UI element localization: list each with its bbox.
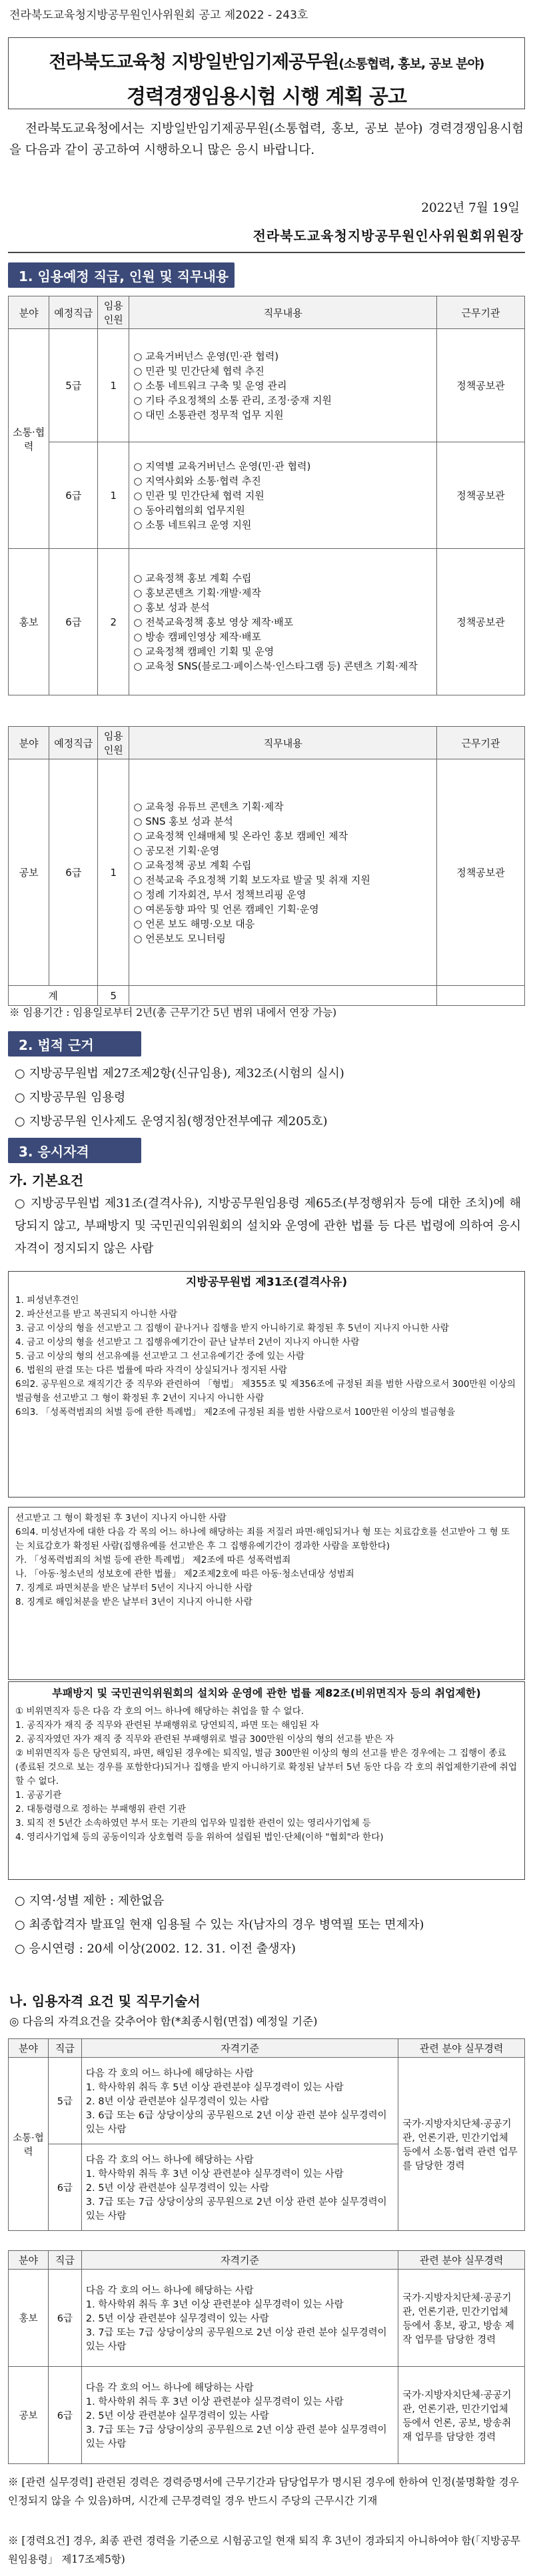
duty-item: ○ 여론동향 파악 및 언론 캠페인 기획·운영 xyxy=(133,902,432,917)
col-duties: 직무내용 xyxy=(129,296,437,329)
box-line: 4. 영리사기업체 등의 공동이익과 상호협력 등을 위하여 설립된 법인·단체(이하 "협회"라 한다) xyxy=(15,1832,384,1843)
section-2-header: 2. 법적 근거 xyxy=(8,1031,141,1057)
criteria-line: 3. 7급 또는 7급 상당이상의 공무원으로 2년 이상 관련 분야 실무경력이 있는 사람 xyxy=(85,2425,387,2449)
duty-item: ○ 방송 캠페인영상 제작·배포 xyxy=(133,630,432,644)
bullet-item: ○ 최종합격자 발표일 현재 임용될 수 있는 자(남자의 경우 병역필 또는 면제자) xyxy=(15,1918,424,1932)
career-cell: 국가·지방자치단체·공공기관, 언론기관, 민간기업체 등에서 홍보, 광고, 방송 제작 업무를 담당한 경력 xyxy=(398,2270,525,2367)
subsection-a-title: 가. 기본요건 xyxy=(9,1172,84,1188)
criteria-line: 다음 각 호의 어느 하나에 해당하는 사람 xyxy=(85,2155,254,2166)
bullet-item: ○ 응시연령 : 20세 이상(2002. 12. 31. 이전 출생자) xyxy=(15,1942,296,1956)
law-item: ○ 지방공무원 임용령 xyxy=(15,1086,344,1110)
grade-cell: 6급 xyxy=(48,2367,81,2464)
duty-item: ○ 교육거버넌스 운영(민·관 협력) xyxy=(133,349,432,364)
count-cell: 1 xyxy=(98,329,129,442)
title-box xyxy=(8,37,525,109)
table-row xyxy=(9,2058,525,2144)
duty-item: ○ 교육정책 공보 계획 수립 xyxy=(133,858,432,873)
org-cell: 정책공보관 xyxy=(437,442,525,549)
table-row xyxy=(9,329,525,442)
duty-item: ○ 소통 네트워크 운영 지원 xyxy=(133,518,432,532)
duty-item: ○ 민관 및 민간단체 협력 추진 xyxy=(133,364,432,378)
qualification-table-1 xyxy=(8,2038,525,2231)
duties-cell xyxy=(129,442,437,549)
positions-table-1 xyxy=(8,296,525,695)
box-line: ② 비위면직자 등은 당연퇴직, 파면, 해임된 경우에는 퇴직일, 벌금 300만원 이상의 형의 선고를 받은 경우에는 그 집행이 종료(종료된 것으로 보는 경우를 포함한다)되거나 집행을 받지 아니하기로 확정된 날부터 5년 동안 다음 각 호의 취업제한기관에 취업할 수 없다. xyxy=(15,1748,517,1787)
box-line: 선고받고 그 형이 확정된 후 3년이 지나지 아니한 사람 xyxy=(15,1513,227,1523)
box-line: 3. 퇴직 전 5년간 소속하였던 부서 또는 기관의 업무와 밀접한 관련이 있는 영리사기업체 등 xyxy=(15,1818,371,1829)
col-field: 분야 xyxy=(9,2251,49,2270)
box-line: 6의3. 「성폭력범죄의 처벌 등에 관한 특례법」 제2조에 규정된 죄를 범한 사람으로서 100만원 이상의 벌금형을 xyxy=(15,1407,456,1418)
criteria-cell xyxy=(81,2058,398,2144)
term-note: ※ 임용기간 : 임용일로부터 2년(총 근무기간 5년 범위 내에서 연장 가능) xyxy=(9,1007,337,1019)
box-line: 3. 금고 이상의 형을 선고받고 그 집행이 끝나거나 집행을 받지 아니하기로 확정된 후 5년이 지나지 아니한 사람 xyxy=(15,1323,449,1334)
col-org: 근무기관 xyxy=(437,296,525,329)
table-row xyxy=(9,549,525,695)
grade-cell: 5급 xyxy=(48,2058,81,2144)
issuer: 전라북도교육청지방공무원인사위원회위원장 xyxy=(253,228,524,244)
notice-date: 2022년 7월 19일 xyxy=(421,201,520,215)
total-row xyxy=(9,986,525,1006)
grade-cell: 6급 xyxy=(48,2270,81,2367)
box-line: ① 비위면직자 등은 다음 각 호의 어느 하나에 해당하는 취업을 할 수 없다. xyxy=(15,1706,304,1717)
table-row xyxy=(9,442,525,549)
criteria-cell xyxy=(81,2144,398,2231)
subsection-b-note: ◎ 다음의 자격요건을 갖추어야 함(*최종시험(면접) 예정일 기준) xyxy=(9,2015,318,2028)
col-criteria: 자격기준 xyxy=(81,2039,398,2058)
criteria-cell xyxy=(81,2367,398,2464)
col-field: 분야 xyxy=(9,296,49,329)
box-line: 2. 공직자였던 자가 재직 중 직무와 관련된 부패행위로 벌금 300만원 이상의 형의 선고를 받은 자 xyxy=(15,1734,394,1745)
duty-item: ○ 지역사회와 소통·협력 추진 xyxy=(133,474,432,488)
duty-item: ○ 홍보콘텐츠 기획·개발·제작 xyxy=(133,586,432,600)
duty-item: ○ 교육정책 캠페인 기획 및 운영 xyxy=(133,644,432,659)
box-line: 8. 징계로 해임처분을 받은 날부터 3년이 지나지 아니한 사람 xyxy=(15,1597,253,1607)
duty-item: ○ 전북교육 주요정책 기획 보도자료 발굴 및 취재 지원 xyxy=(133,873,432,887)
criteria-line: 2. 5년 이상 관련분야 실무경력이 있는 사람 xyxy=(85,2314,269,2324)
field-cell: 공보 xyxy=(9,759,49,986)
criteria-line: 1. 학사학위 취득 후 3년 이상 관련분야 실무경력이 있는 사람 xyxy=(85,2300,344,2310)
duty-item: ○ 민관 및 민간단체 협력 지원 xyxy=(133,488,432,503)
col-field: 분야 xyxy=(9,2039,49,2058)
grade-cell: 5급 xyxy=(49,329,98,442)
box-line: 나. 「아동·청소년의 성보호에 관한 법률」 제2조제2호에 따른 아동·청소년대상 성범죄 xyxy=(15,1569,354,1579)
basic-requirement-paragraph: ○ 지방공무원법 제31조(결격사유), 지방공무원임용령 제65조(부정행위자 등에 대한 조치)에 해당되지 않고, 부패방지 및 국민권익위원회의 설치와 운영에 관한 법률 등 다른 법령에 의하여 응시 자격이 정지되지 않은 사람 xyxy=(15,1196,521,1256)
col-grade: 직급 xyxy=(48,2039,81,2058)
disqualification-box-continued xyxy=(8,1507,525,1680)
duty-item: ○ 교육청 유튜브 콘텐츠 기획·제작 xyxy=(133,799,432,814)
section-1-header: 1. 임용예정 직급, 인원 및 직무내용 xyxy=(8,262,235,288)
positions-table-2 xyxy=(8,726,525,1006)
box-line: 2. 파산선고를 받고 복권되지 아니한 사람 xyxy=(15,1309,177,1320)
duty-item: ○ 지역별 교육거버넌스 운영(민·관 협력) xyxy=(133,459,432,474)
grade-cell: 6급 xyxy=(49,759,98,986)
duty-item: ○ 소통 네트워크 구축 및 운영 관리 xyxy=(133,378,432,393)
col-career: 관련 분야 실무경력 xyxy=(398,2039,525,2058)
field-cell: 소통·협력 xyxy=(9,329,49,549)
criteria-line: 다음 각 호의 어느 하나에 해당하는 사람 xyxy=(85,2383,254,2393)
criteria-line: 2. 8년 이상 관련분야 실무경력이 있는 사람 xyxy=(85,2096,269,2107)
law-item: ○ 지방공무원 인사제도 운영지침(행정안전부예규 제205호) xyxy=(15,1110,344,1134)
duty-item: ○ 교육청 SNS(블로그·페이스북·인스타그램 등) 콘텐츠 기획·제작 xyxy=(133,659,432,673)
box-line: 4. 금고 이상의 형을 선고받고 그 집행유예기간이 끝난 날부터 2년이 지나지 아니한 사람 xyxy=(15,1337,360,1348)
col-criteria: 자격기준 xyxy=(81,2251,398,2270)
anti-corruption-box xyxy=(8,1681,525,1880)
requirement-bullets xyxy=(15,1889,424,1961)
box-line: 1. 공직자가 재직 중 직무와 관련된 부패행위로 당연퇴직, 파면 또는 해임된 자 xyxy=(15,1720,319,1731)
duty-item: ○ 언론 보도 해명·오보 대응 xyxy=(133,917,432,931)
table-row xyxy=(9,2270,525,2367)
criteria-line: 2. 5년 이상 관련분야 실무경력이 있는 사람 xyxy=(85,2411,269,2421)
criteria-line: 3. 7급 또는 7급 상당이상의 공무원으로 2년 이상 관련 분야 실무경력이 있는 사람 xyxy=(85,2197,387,2222)
box-line: 가. 「성폭력범죄의 처벌 등에 관한 특례법」 제2조에 따른 성폭력범죄 xyxy=(15,1555,291,1565)
duty-item: ○ 홍보 성과 분석 xyxy=(133,600,432,615)
duty-item: ○ 교육정책 인쇄매체 및 온라인 홍보 캠페인 제작 xyxy=(133,829,432,843)
box-line: 2. 대통령령으로 정하는 부패행위 관련 기관 xyxy=(15,1804,187,1815)
col-count: 임용인원 xyxy=(98,727,129,759)
duty-item: ○ 전북교육정책 홍보 영상 제작·배포 xyxy=(133,615,432,630)
box-title: 지방공무원법 제31조(결격사유) xyxy=(185,1276,348,1289)
criteria-line: 다음 각 호의 어느 하나에 해당하는 사람 xyxy=(85,2286,254,2296)
intro-paragraph: 전라북도교육청에서는 지방일반임기제공무원(소통협력, 홍보, 공보 분야) 경력경쟁임용시험을 다음과 같이 공고하여 시행하오니 많은 응시 바랍니다. xyxy=(9,122,524,157)
duty-item: ○ 언론보도 모니터링 xyxy=(133,931,432,946)
count-cell: 1 xyxy=(98,759,129,986)
qualification-table-2 xyxy=(8,2250,525,2464)
criteria-line: 3. 6급 또는 6급 상당이상의 공무원으로 2년 이상 관련 분야 실무경력이 있는 사람 xyxy=(85,2110,387,2135)
col-count: 임용인원 xyxy=(98,296,129,329)
col-grade: 직급 xyxy=(48,2251,81,2270)
duty-item: ○ 대민 소통관련 정무적 업무 지원 xyxy=(133,408,432,422)
title-line2: 경력경쟁임용시험 시행 계획 공고 xyxy=(126,85,407,109)
field-cell: 소통·협력 xyxy=(9,2058,49,2231)
experience-footnote: ※ [경력요건] 경우, 최종 관련 경력을 기준으로 시험공고일 현재 퇴직 후 3년이 경과되지 아니하여야 함(「지방공무원임용령」 제17조제5항) xyxy=(8,2535,521,2565)
field-cell: 공보 xyxy=(9,2367,49,2464)
criteria-line: 2. 5년 이상 관련분야 실무경력이 있는 사람 xyxy=(85,2183,269,2194)
section-3-header: 3. 응시자격 xyxy=(8,1138,141,1163)
col-field: 분야 xyxy=(9,727,49,759)
duty-item: ○ 교육정책 홍보 계획 수립 xyxy=(133,571,432,586)
duties-cell xyxy=(129,329,437,442)
grade-cell: 6급 xyxy=(48,2144,81,2231)
box-line: 7. 징계로 파면처분을 받은 날부터 5년이 지나지 아니한 사람 xyxy=(15,1583,253,1593)
duty-item: ○ 정례 기자회견, 부서 정책브리핑 운영 xyxy=(133,887,432,902)
field-cell: 홍보 xyxy=(9,549,49,695)
criteria-cell xyxy=(81,2270,398,2367)
count-cell: 1 xyxy=(98,442,129,549)
count-cell: 2 xyxy=(98,549,129,695)
document-number: 전라북도교육청지방공무원인사위원회 공고 제2022 - 243호 xyxy=(9,9,308,22)
box-line: 6. 법원의 판결 또는 다른 법률에 따라 자격이 상실되거나 정지된 사람 xyxy=(15,1365,287,1376)
total-value: 5 xyxy=(98,986,129,1006)
bullet-item: ○ 지역·성별 제한 : 제한없음 xyxy=(15,1894,165,1908)
career-footnote: ※ [관련 실무경력] 관련된 경력은 경력증명서에 근무기간과 담당업무가 명시된 경우에 한하여 인정(불명확할 경우 인정되지 않을 수 있음)하며, 시간제 근무경력일 경우 반드시 주당의 근무시간 기재 xyxy=(8,2476,519,2507)
criteria-line: 다음 각 호의 어느 하나에 해당하는 사람 xyxy=(85,2068,254,2079)
field-cell: 홍보 xyxy=(9,2270,49,2367)
subsection-b-title: 나. 임용자격 요건 및 직무기술서 xyxy=(9,1993,201,2009)
grade-cell: 6급 xyxy=(49,549,98,695)
duty-item: ○ 공모전 기획·운영 xyxy=(133,843,432,858)
criteria-line: 1. 학사학위 취득 후 3년 이상 관련분야 실무경력이 있는 사람 xyxy=(85,2169,344,2180)
box-line: 6의2. 공무원으로 재직기간 중 직무와 관련하여 「형법」 제355조 및 제356조에 규정된 죄를 범한 사람으로서 300만원 이상의 벌금형을 선고받고 그 형이 확정된 후 2년이 지나지 아니한 사람 xyxy=(15,1379,516,1404)
org-cell: 정책공보관 xyxy=(437,759,525,986)
title-line1: 전라북도교육청 지방일반임기제공무원(소통협력, 홍보, 공보 분야) xyxy=(49,52,484,73)
col-org: 근무기관 xyxy=(437,727,525,759)
col-duties: 직무내용 xyxy=(129,727,437,759)
grade-cell: 6급 xyxy=(49,442,98,549)
disqualification-box xyxy=(8,1271,525,1498)
duties-cell xyxy=(129,759,437,986)
col-grade: 예정직급 xyxy=(49,296,98,329)
career-cell: 국가·지방자치단체·공공기관, 언론기관, 민간기업체 등에서 언론, 공보, 방송취재 업무를 담당한 경력 xyxy=(398,2367,525,2464)
col-career: 관련 분야 실무경력 xyxy=(398,2251,525,2270)
criteria-line: 1. 학사학위 취득 후 5년 이상 관련분야 실무경력이 있는 사람 xyxy=(85,2082,344,2093)
duty-item: ○ 기타 주요정책의 소통 관리, 조정·중재 지원 xyxy=(133,393,432,408)
duty-item: ○ 동아리협의회 업무지원 xyxy=(133,503,432,518)
org-cell: 정책공보관 xyxy=(437,549,525,695)
duty-item: ○ SNS 홍보 성과 분석 xyxy=(133,814,432,829)
divider xyxy=(8,252,525,253)
criteria-line: 3. 7급 또는 7급 상당이상의 공무원으로 2년 이상 관련 분야 실무경력이 있는 사람 xyxy=(85,2328,387,2352)
criteria-line: 1. 학사학위 취득 후 3년 이상 관련분야 실무경력이 있는 사람 xyxy=(85,2397,344,2407)
career-cell: 국가·지방자치단체·공공기관, 언론기관, 민간기업체 등에서 소통·협력 관련 업무를 담당한 경력 xyxy=(398,2058,525,2231)
org-cell: 정책공보관 xyxy=(437,329,525,442)
total-label: 계 xyxy=(9,986,98,1006)
box-line: 1. 피성년후견인 xyxy=(15,1295,79,1306)
table-row xyxy=(9,759,525,986)
duties-cell xyxy=(129,549,437,695)
box-line: 1. 공공기관 xyxy=(15,1790,62,1801)
box-line: 5. 금고 이상의 형의 선고유예를 선고받고 그 선고유예기간 중에 있는 사람 xyxy=(15,1351,304,1362)
law-item: ○ 지방공무원법 제27조제2항(신규임용), 제32조(시험의 실시) xyxy=(15,1062,344,1086)
table-row xyxy=(9,2367,525,2464)
box-title: 부패방지 및 국민권익위원회의 설치와 운영에 관한 법률 제82조(비위면직자 등의 취업제한) xyxy=(52,1687,481,1699)
box-line: 6의4. 미성년자에 대한 다음 각 목의 어느 하나에 해당하는 죄를 저질러 파면·해임되거나 형 또는 치료감호를 선고받아 그 형 또는 치료감호가 확정된 사람(집행유예를 선고받은 후 그 집행유예기간이 경과한 사람을 포함한다) xyxy=(15,1527,510,1551)
law-list xyxy=(15,1062,344,1134)
col-grade: 예정직급 xyxy=(49,727,98,759)
